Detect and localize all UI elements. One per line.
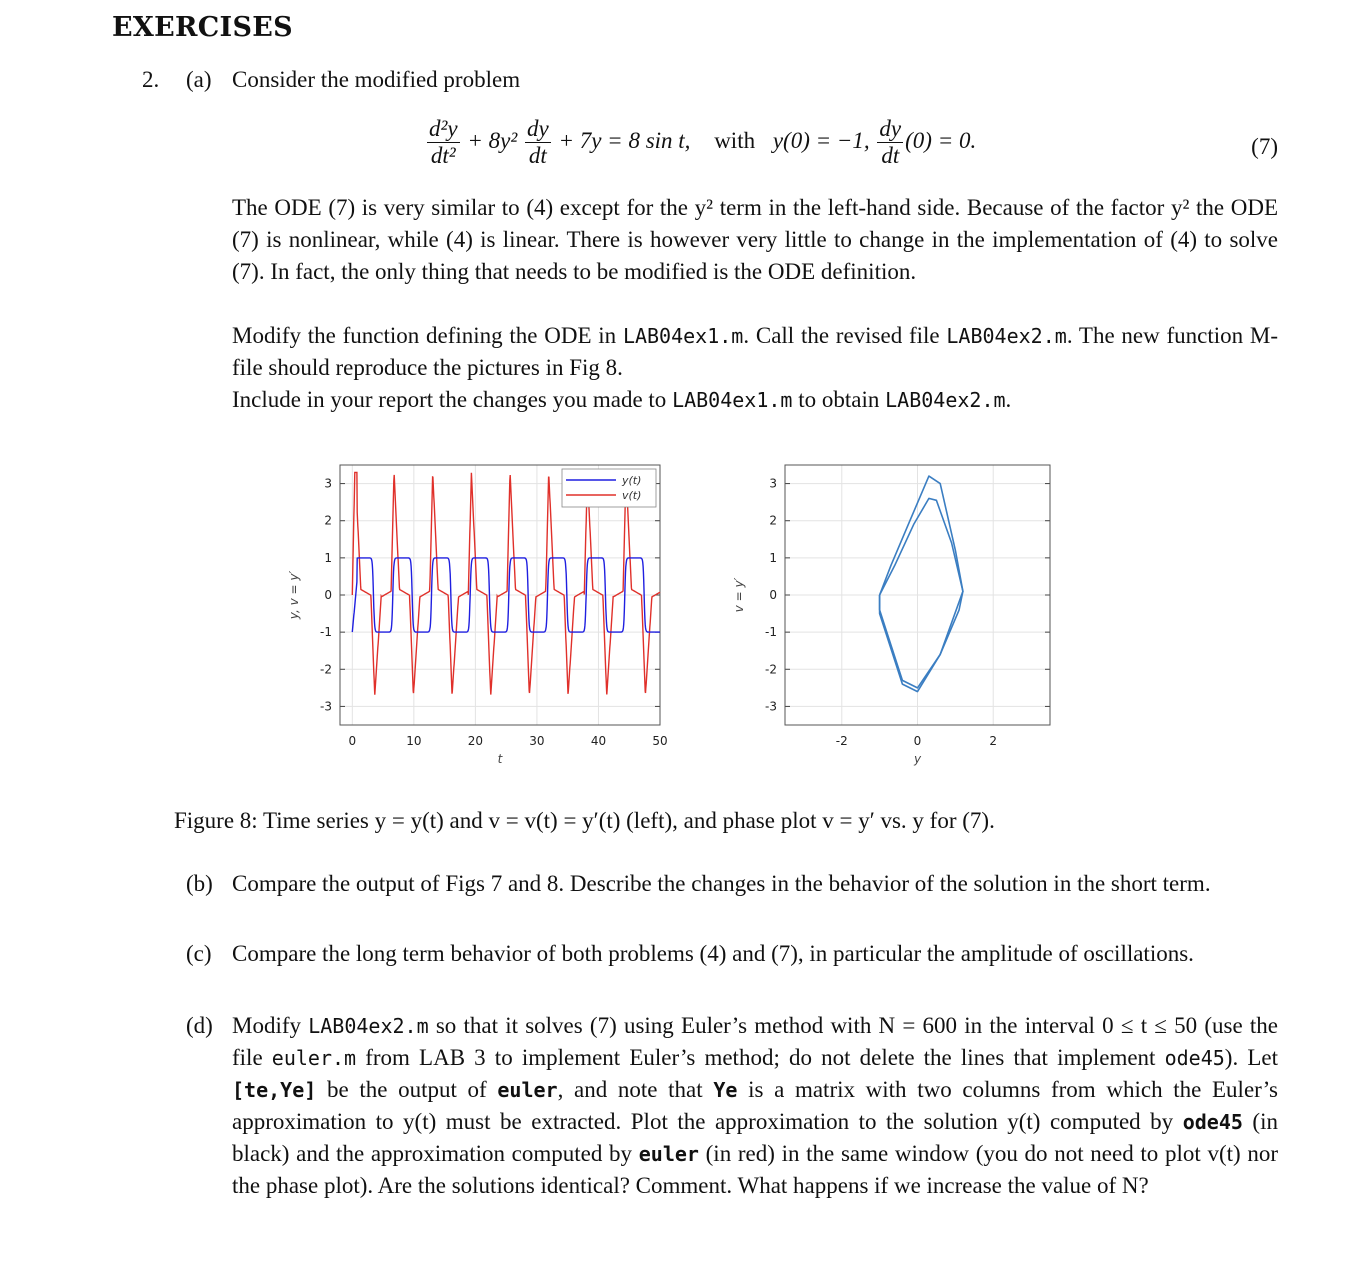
code-ye: Ye bbox=[713, 1078, 738, 1102]
code-ode45-2: ode45 bbox=[1182, 1110, 1243, 1134]
x-axis-label: t bbox=[497, 752, 503, 766]
y-tick-label: -3 bbox=[320, 699, 332, 714]
eq-dy2: dy bbox=[879, 116, 902, 141]
eq-dt: dt bbox=[528, 143, 547, 168]
x-tick-label: 0 bbox=[348, 734, 357, 748]
eq-ic1: y(0) = −1, bbox=[772, 127, 870, 153]
p3-text-c: . bbox=[1005, 387, 1012, 412]
eq-plus-8y2: + 8y² bbox=[467, 127, 518, 153]
d-text-1: Modify bbox=[232, 1013, 309, 1038]
code-euler: euler bbox=[497, 1078, 558, 1102]
eq-ic2: (0) = 0. bbox=[905, 127, 977, 153]
y-tick-label: -3 bbox=[765, 699, 777, 714]
d-text-2: so that it solves (7) using Euler’s method with N = 600 in the interval 0 ≤ t ≤ 50 (use the file bbox=[232, 1013, 1278, 1070]
y-tick-label: 2 bbox=[324, 513, 332, 528]
eq-dy: dy bbox=[526, 116, 549, 141]
y-tick-label: -1 bbox=[320, 625, 332, 640]
legend-box bbox=[562, 469, 656, 507]
p2-text-a: Modify the function defining the ODE in bbox=[232, 323, 623, 348]
part-a-intro: Consider the modified problem bbox=[232, 67, 521, 92]
y-tick-label: -2 bbox=[765, 662, 777, 677]
d-text-8: (in black) and the approximation computed by bbox=[232, 1109, 1278, 1166]
y-tick-label: 3 bbox=[324, 476, 332, 491]
d-text-4: ). Let bbox=[1224, 1045, 1278, 1070]
eq-rest: + 7y = 8 sin t, bbox=[558, 127, 691, 153]
y-tick-label: 3 bbox=[769, 476, 777, 491]
file-lab04ex2-ref: LAB04ex2.m bbox=[885, 388, 1006, 412]
code-ode45: ode45 bbox=[1164, 1046, 1225, 1070]
file-lab04ex1: LAB04ex1.m bbox=[622, 324, 744, 348]
y-tick-label: -2 bbox=[320, 662, 332, 677]
section-heading: EXERCISES bbox=[112, 12, 293, 43]
paragraph-report bbox=[232, 384, 1278, 416]
file-lab04ex1-ref: LAB04ex1.m bbox=[672, 388, 793, 412]
code-lab04ex2: LAB04ex2.m bbox=[308, 1014, 429, 1038]
eq-d2y: d²y bbox=[429, 116, 458, 141]
code-te-ye: [te,Ye] bbox=[232, 1078, 317, 1102]
y-tick-label: 0 bbox=[324, 588, 332, 602]
eq-dt2: dt² bbox=[430, 143, 456, 168]
p3-text-b: to obtain bbox=[792, 387, 886, 412]
d-text-5: be the output of bbox=[316, 1077, 498, 1102]
file-lab04ex2: LAB04ex2.m bbox=[946, 324, 1067, 348]
y-tick-label: 2 bbox=[769, 513, 777, 528]
phase-plot-chart bbox=[725, 455, 1065, 775]
part-d-label: (d) bbox=[186, 1013, 213, 1038]
eq-dt3: dt bbox=[881, 143, 900, 168]
part-a-label: (a) bbox=[186, 67, 212, 92]
x-tick-label: 10 bbox=[406, 734, 422, 748]
code-euler-2: euler bbox=[638, 1142, 699, 1166]
y-tick-label: -1 bbox=[765, 625, 777, 640]
y-tick-label: 1 bbox=[324, 550, 332, 565]
exercise-number: 2. bbox=[142, 67, 160, 92]
d-text-6: , and note that bbox=[557, 1077, 714, 1102]
x-tick-label: 30 bbox=[529, 734, 545, 748]
p3-text-a: Include in your report the changes you made to bbox=[232, 387, 673, 412]
x-tick-label: 2 bbox=[989, 734, 998, 748]
part-d-text bbox=[232, 1010, 1278, 1202]
x-tick-label: -2 bbox=[835, 734, 848, 748]
paragraph-modify-instructions bbox=[232, 320, 1278, 384]
x-axis-label: y bbox=[913, 752, 922, 766]
p2-text-b: . Call the revised file bbox=[743, 323, 947, 348]
part-c-text: Compare the long term behavior of both problems (4) and (7), in particular the amplitude of oscillations. bbox=[232, 941, 1194, 966]
time-series-chart bbox=[270, 455, 690, 775]
legend-label: v(t) bbox=[622, 489, 642, 502]
paragraph-ode-description: The ODE (7) is very similar to (4) except for the y² term in the left-hand side. Because of the factor y² the ODE (7) is nonlinear, while (4) is linear. There is however very little to change in the implementation of (4) to solve (7). In fact, the only thing that needs to be modified is the ODE definition. bbox=[232, 195, 1278, 284]
y-axis-label: v = y′ bbox=[732, 577, 746, 613]
x-tick-label: 50 bbox=[652, 734, 668, 748]
d-text-7: is a matrix with two columns from which the Euler’s approximation to y(t) must be extracted. Plot the approximation to the solution y(t) computed by bbox=[232, 1077, 1279, 1134]
d-text-9: (in red) in the same window (you do not need to plot v(t) nor the phase plot). Are the solutions identical? Comment. What happens if we increase the value of N? bbox=[232, 1141, 1279, 1198]
part-b-text: Compare the output of Figs 7 and 8. Describe the changes in the behavior of the solution in the short term. bbox=[232, 871, 1211, 896]
y-axis-label: y, v = y′ bbox=[287, 570, 301, 620]
figure-caption: Figure 8: Time series y = y(t) and v = v(t) = y′(t) (left), and phase plot v = y′ vs. y for (7). bbox=[174, 808, 995, 833]
x-tick-label: 0 bbox=[913, 734, 922, 748]
y-tick-label: 1 bbox=[769, 550, 777, 565]
y-tick-label: 0 bbox=[769, 588, 777, 602]
equation-7 bbox=[425, 116, 976, 169]
x-tick-label: 20 bbox=[467, 734, 484, 748]
x-tick-label: 40 bbox=[590, 734, 607, 748]
part-c-label: (c) bbox=[186, 941, 212, 966]
equation-number: (7) bbox=[1251, 134, 1278, 159]
code-euler-m: euler.m bbox=[271, 1046, 357, 1070]
d-text-3: from LAB 3 to implement Euler’s method; do not delete the lines that implement bbox=[356, 1045, 1165, 1070]
p2-text-c: . The new function M-file should reproduce the pictures in Fig 8. bbox=[232, 323, 1279, 380]
part-b-label: (b) bbox=[186, 871, 213, 896]
eq-with: with bbox=[714, 127, 756, 153]
legend-label: y(t) bbox=[622, 474, 642, 487]
